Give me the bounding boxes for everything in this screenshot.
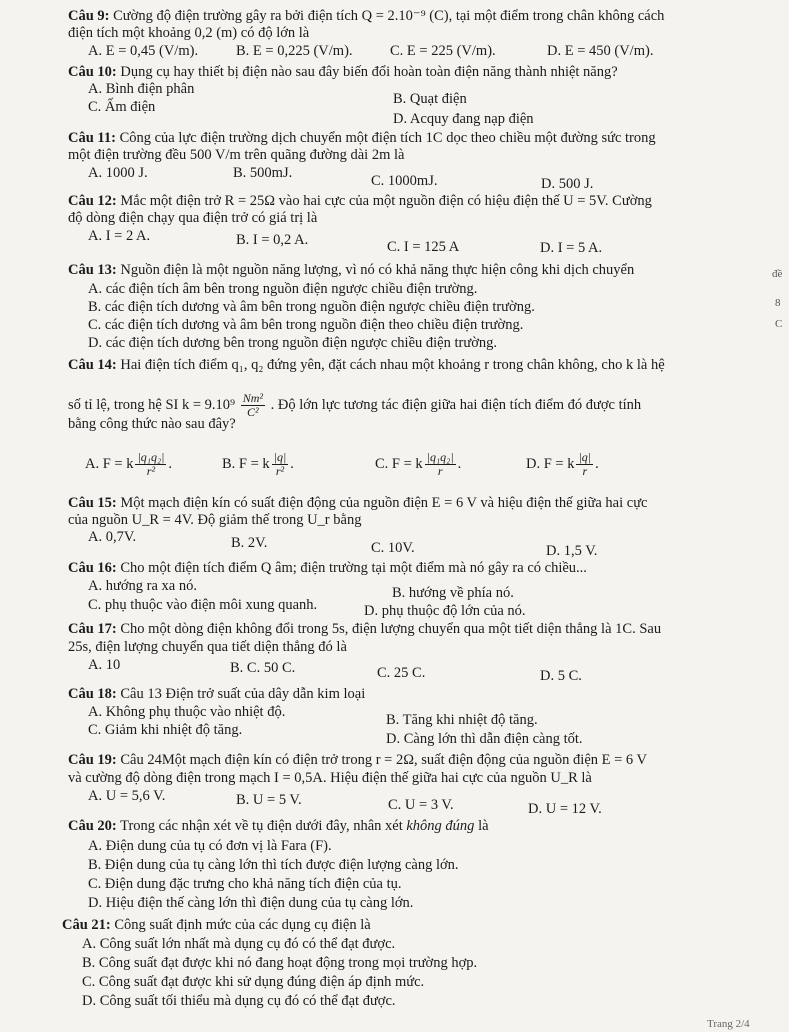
q20-stem-emphasis: không đúng <box>406 818 475 834</box>
q15-stem-line2: của nguồn U_R = 4V. Độ giảm thế trong U_r bằng <box>68 512 362 528</box>
q11-option-d[interactable]: D. 500 J. <box>541 176 594 192</box>
q14-a-num: |q₁q₂| <box>137 450 165 464</box>
question-number: Câu 13: <box>68 262 117 278</box>
q14-stem-line3: bằng công thức nào sau đây? <box>68 416 236 432</box>
q21-stem: Câu 21: Công suất định mức của các dụng cụ điện là <box>62 917 371 933</box>
q17-option-a[interactable]: A. 10 <box>88 657 121 673</box>
question-number: Câu 18: <box>68 686 117 702</box>
q14-a-fraction <box>135 451 166 478</box>
q14-b-prefix: B. F = k <box>222 455 270 472</box>
question-number: Câu 11: <box>68 130 116 146</box>
q14-stem-line2 <box>68 392 641 419</box>
q12-option-d[interactable]: D. I = 5 A. <box>540 240 603 256</box>
q20-option-d[interactable]: D. Hiệu điện thế càng lớn thì điện dung của tụ càng lớn. <box>88 895 414 911</box>
q14-stem-continue: . Độ lớn lực tương tác điện giữa hai điện tích điểm đó được tính <box>270 396 642 413</box>
q14-option-a[interactable]: A. F = k $\frac{\text{|q₁q₂|}}{\text{r²}}$ . <box>85 450 173 478</box>
q13-option-a[interactable]: A. các điện tích âm bên trong nguồn điện ngược chiều điện trường. <box>88 281 478 297</box>
q14-b-fraction <box>272 451 289 478</box>
q14-d-den: r <box>582 464 588 478</box>
q19-option-b[interactable]: B. U = 5 V. <box>236 792 302 808</box>
q21-option-d[interactable]: D. Công suất tối thiểu mà dụng cụ đó có thể đạt được. <box>82 993 396 1009</box>
q14-c-num: |q₁q₂| <box>426 450 454 464</box>
margin-note-3: C <box>775 318 783 330</box>
q9-option-c[interactable]: C. E = 225 (V/m). <box>390 43 496 59</box>
q17-option-b[interactable]: B. C. 50 C. <box>230 660 296 676</box>
q17-option-d[interactable]: D. 5 C. <box>540 668 582 684</box>
q14-d-prefix: D. F = k <box>526 455 575 472</box>
q15-option-c[interactable]: C. 10V. <box>371 540 415 556</box>
q20-stem-end: là <box>478 818 489 834</box>
question-number: Câu 16: <box>68 560 117 576</box>
q20-option-a[interactable]: A. Điện dung của tụ có đơn vị là Fara (F). <box>88 838 332 854</box>
q9-option-d[interactable]: D. E = 450 (V/m). <box>547 43 654 59</box>
q19-stem-line1: Câu 19: Câu 24Một mạch điện kín có điện trở trong r = 2Ω, suất điện động của nguồn điện E = 6 V <box>68 752 648 768</box>
q12-option-c[interactable]: C. I = 125 A <box>387 239 460 255</box>
q11-stem-line1: Câu 11: Công của lực điện trường dịch chuyển một điện tích 1C dọc theo chiều một đường sức trong <box>68 130 656 146</box>
question-number: Câu 12: <box>68 193 117 209</box>
q19-stem-line2: và cường độ dòng điện trong mạch I = 0,5A. Hiệu điện thế giữa hai cực của nguồn U_R là <box>68 770 592 786</box>
q14-b-den: r² <box>275 464 285 478</box>
q14-d-fraction <box>576 451 593 478</box>
page-number: Trang 2/4 <box>707 1018 750 1030</box>
q14-c-fraction <box>425 451 456 478</box>
q17-stem-line2: 25s, điện lượng chuyển qua tiết diện thẳng đó là <box>68 639 347 655</box>
q18-stem: Câu 18: Câu 13 Điện trở suất của dây dẫn kim loại <box>68 686 366 702</box>
q9-stem-line2: điện tích một khoảng 0,2 (m) có độ lớn là <box>68 25 310 41</box>
q21-option-b[interactable]: B. Công suất đạt được khi nó đang hoạt động trong mọi trường hợp. <box>82 955 478 971</box>
q9-stem-line1: Câu 9: Cường độ điện trường gây ra bởi điện tích Q = 2.10⁻⁹ (C), tại một điểm trong chân không cách <box>68 8 665 24</box>
q19-option-c[interactable]: C. U = 3 V. <box>388 797 454 813</box>
margin-note-2: 8 <box>775 297 781 309</box>
q17-option-c[interactable]: C. 25 C. <box>377 665 426 681</box>
q21-option-a[interactable]: A. Công suất lớn nhất mà dụng cụ đó có thể đạt được. <box>82 936 396 952</box>
q13-option-d[interactable]: D. các điện tích dương bên trong nguồn điện ngược chiều điện trường. <box>88 335 497 351</box>
q14-option-d[interactable]: D. F = k $\frac{|q|}{r}$ . <box>526 450 599 478</box>
q10-option-c[interactable]: C. Ấm điện <box>88 99 156 115</box>
q16-option-c[interactable]: C. phụ thuộc vào điện môi xung quanh. <box>88 597 318 613</box>
q14-a-den: r² <box>146 464 156 478</box>
question-number: Câu 21: <box>62 917 111 933</box>
question-number: Câu 10: <box>68 64 117 80</box>
q14-unit-num: Nm² <box>242 391 263 405</box>
question-number: Câu 9: <box>68 8 110 24</box>
q11-option-c[interactable]: C. 1000mJ. <box>371 173 438 189</box>
question-number: Câu 19: <box>68 752 117 768</box>
q11-option-a[interactable]: A. 1000 J. <box>88 165 148 181</box>
q14-d-num: |q| <box>578 450 592 464</box>
q18-option-b[interactable]: B. Tăng khi nhiệt độ tăng. <box>386 712 538 728</box>
q14-b-num: |q| <box>273 450 287 464</box>
q15-stem-line1: Câu 15: Một mạch điện kín có suất điện động của nguồn điện E = 6 V và hiệu điện thế giữa hai cực <box>68 495 648 511</box>
q14-unit-fraction <box>241 392 265 419</box>
q15-option-a[interactable]: A. 0,7V. <box>88 529 137 545</box>
question-number: Câu 15: <box>68 495 117 511</box>
q20-option-c[interactable]: C. Điện dung đặc trưng cho khả năng tích điện của tụ. <box>88 876 402 892</box>
q16-option-a[interactable]: A. hướng ra xa nó. <box>88 578 197 594</box>
q14-c-prefix: C. F = k <box>375 455 423 472</box>
q11-stem-line2: một điện trường đều 500 V/m trên quãng đường dài 2m là <box>68 147 405 163</box>
question-number: Câu 14: <box>68 357 117 373</box>
q20-stem-text: Câu 20: Trong các nhận xét về tụ điện dưới đây, nhân xét <box>68 818 403 834</box>
q20-stem <box>68 818 489 835</box>
q12-option-b[interactable]: B. I = 0,2 A. <box>236 232 309 248</box>
q14-unit-den: C² <box>247 405 259 419</box>
q14-c-den: r <box>437 464 443 478</box>
q18-option-a[interactable]: A. Không phụ thuộc vào nhiệt độ. <box>88 704 286 720</box>
question-number: Câu 17: <box>68 621 117 637</box>
q16-stem: Câu 16: Cho một điện tích điểm Q âm; điện trường tại một điểm mà nó gây ra có chiều... <box>68 560 587 576</box>
q13-option-c[interactable]: C. các điện tích dương và âm bên trong nguồn điện theo chiều điện trường. <box>88 317 524 333</box>
q19-option-d[interactable]: D. U = 12 V. <box>528 801 602 817</box>
q9-option-a[interactable]: A. E = 0,45 (V/m). <box>88 43 199 59</box>
q10-stem: Câu 10: Dụng cụ hay thiết bị điện nào sau đây biến đổi hoàn toàn điện năng thành nhiệt năng? <box>68 64 618 80</box>
q14-stem-line1: Câu 14: Hai điện tích điểm q₁, q₂ đứng yên, đặt cách nhau một khoảng r trong chân không, cho k là hệ <box>68 357 665 373</box>
q20-option-b[interactable]: B. Điện dung của tụ càng lớn thì tích được điện lượng càng lớn. <box>88 857 459 873</box>
q21-option-c[interactable]: C. Công suất đạt được khi sử dụng đúng điện áp định mức. <box>82 974 425 990</box>
q11-option-b[interactable]: B. 500mJ. <box>233 165 293 181</box>
q14-a-prefix: A. F = k <box>85 455 134 472</box>
q10-option-b[interactable]: B. Quạt điện <box>393 91 467 107</box>
q12-stem-line1: Câu 12: Mắc một điện trở R = 25Ω vào hai cực của một nguồn điện có hiệu điện thế U = 5V. Cường <box>68 193 652 209</box>
q16-option-d[interactable]: D. phụ thuộc độ lớn của nó. <box>364 603 526 619</box>
q14-k-value: số tỉ lệ, trong hệ SI k = 9.10⁹ <box>68 396 236 413</box>
margin-note-1: đề <box>772 268 783 280</box>
q14-option-c[interactable]: C. F = k $\frac{\text{|q₁q₂|}}{r}$ . <box>375 450 462 478</box>
q18-option-c[interactable]: C. Giảm khi nhiệt độ tăng. <box>88 722 243 738</box>
q10-option-d[interactable]: D. Acquy đang nạp điện <box>393 111 534 127</box>
question-number: Câu 20: <box>68 818 117 834</box>
q14-option-b[interactable]: B. F = k $\frac{|q|}{\text{r²}}$ . <box>222 450 294 478</box>
q19-option-a[interactable]: A. U = 5,6 V. <box>88 788 166 804</box>
q12-stem-line2: độ dòng điện chạy qua điện trở có giá trị là <box>68 210 318 226</box>
q12-option-a[interactable]: A. I = 2 A. <box>88 228 151 244</box>
q13-option-b[interactable]: B. các điện tích dương và âm bên trong nguồn điện ngược chiều điện trường. <box>88 299 535 315</box>
q18-option-d[interactable]: D. Càng lớn thì dẫn điện càng tốt. <box>386 731 583 747</box>
q15-option-d[interactable]: D. 1,5 V. <box>546 543 598 559</box>
q13-stem: Câu 13: Nguồn điện là một nguồn năng lượng, vì nó có khả năng thực hiện công khi dịch chuyển <box>68 262 635 278</box>
q10-option-a[interactable]: A. Bình điện phân <box>88 81 195 97</box>
q9-option-b[interactable]: B. E = 0,225 (V/m). <box>236 43 353 59</box>
q15-option-b[interactable]: B. 2V. <box>231 535 268 551</box>
q17-stem-line1: Câu 17: Cho một dòng điện không đổi trong 5s, điện lượng chuyển qua một tiết diện thẳng là 1C. Sau <box>68 621 662 637</box>
q16-option-b[interactable]: B. hướng về phía nó. <box>392 585 514 601</box>
